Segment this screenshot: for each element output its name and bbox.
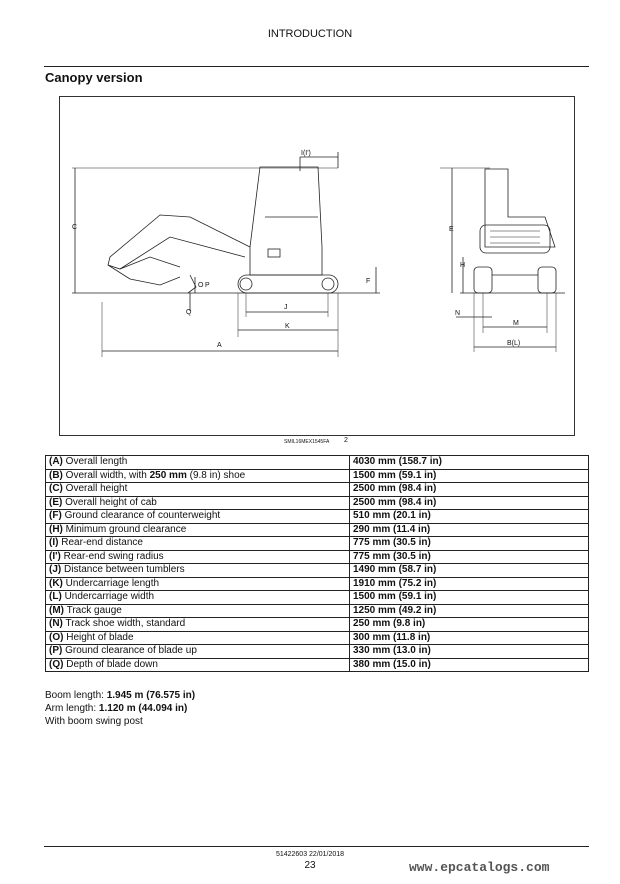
cab-frame bbox=[250, 167, 322, 275]
table-row bbox=[46, 645, 589, 659]
dimension-label: (J) Distance between tumblers bbox=[46, 564, 350, 578]
table-row bbox=[46, 483, 589, 497]
dimension-value: 250 mm (9.8 in) bbox=[350, 618, 589, 632]
dimension-label: (Q) Depth of blade down bbox=[46, 658, 350, 672]
label-H: H bbox=[460, 262, 466, 269]
dimension-value: 2500 mm (98.4 in) bbox=[350, 496, 589, 510]
dimension-label: (B) Overall width, with 250 mm (9.8 in) shoe bbox=[46, 469, 350, 483]
table-row bbox=[46, 456, 589, 470]
dimension-value: 4030 mm (158.7 in) bbox=[350, 456, 589, 470]
dimension-label: (M) Track gauge bbox=[46, 604, 350, 618]
watermark: www.epcatalogs.com bbox=[409, 860, 550, 875]
table-row bbox=[46, 523, 589, 537]
table-row bbox=[46, 510, 589, 524]
arm bbox=[108, 265, 180, 285]
dimension-label: (E) Overall height of cab bbox=[46, 496, 350, 510]
table-row bbox=[46, 618, 589, 632]
label-A: A bbox=[217, 342, 222, 349]
header-rule bbox=[44, 66, 589, 67]
dimension-value: 380 mm (15.0 in) bbox=[350, 658, 589, 672]
dimension-label: (P) Ground clearance of blade up bbox=[46, 645, 350, 659]
track-side bbox=[238, 275, 338, 293]
dimension-label: (I) Rear-end distance bbox=[46, 537, 350, 551]
dimension-value: 290 mm (11.4 in) bbox=[350, 523, 589, 537]
dimension-value: 1250 mm (49.2 in) bbox=[350, 604, 589, 618]
label-F: F bbox=[366, 278, 371, 285]
table-row bbox=[46, 604, 589, 618]
spec-notes bbox=[45, 689, 195, 728]
label-N: N bbox=[455, 310, 461, 317]
dimension-value: 775 mm (30.5 in) bbox=[350, 537, 589, 551]
dimension-value: 1500 mm (59.1 in) bbox=[350, 469, 589, 483]
section-title: Canopy version bbox=[45, 70, 143, 85]
dimension-figure bbox=[59, 96, 575, 436]
footer-document-code: 51422603 22/01/2018 bbox=[275, 851, 345, 858]
dimension-value: 300 mm (11.8 in) bbox=[350, 631, 589, 645]
label-BL: B(L) bbox=[507, 340, 521, 347]
dimension-label: (I') Rear-end swing radius bbox=[46, 550, 350, 564]
label-E: E bbox=[449, 226, 454, 233]
swing-post-note: With boom swing post bbox=[45, 716, 143, 727]
figure-number: 2 bbox=[344, 437, 348, 444]
table-row bbox=[46, 564, 589, 578]
dimension-label: (C) Overall height bbox=[46, 483, 350, 497]
table-row bbox=[46, 577, 589, 591]
dimension-value: 1490 mm (58.7 in) bbox=[350, 564, 589, 578]
table-row bbox=[46, 591, 589, 605]
table-row bbox=[46, 631, 589, 645]
dimension-label: (F) Ground clearance of counterweight bbox=[46, 510, 350, 524]
label-C: C bbox=[72, 224, 78, 231]
label-M: M bbox=[513, 320, 519, 327]
label-I: I(I') bbox=[301, 150, 311, 157]
dimension-value: 1500 mm (59.1 in) bbox=[350, 591, 589, 605]
label-P: P bbox=[205, 282, 210, 289]
arm-length-note: Arm length: 1.120 m (44.094 in) bbox=[45, 703, 188, 714]
dimension-label: (N) Track shoe width, standard bbox=[46, 618, 350, 632]
label-J: J bbox=[284, 304, 288, 311]
table-row bbox=[46, 537, 589, 551]
dimension-label: (K) Undercarriage length bbox=[46, 577, 350, 591]
figure-caption: SMIL16MEX1545FA bbox=[284, 439, 330, 445]
table-row bbox=[46, 496, 589, 510]
label-Q: Q bbox=[186, 309, 192, 316]
excavator-drawing bbox=[60, 97, 576, 437]
footer-rule bbox=[44, 846, 589, 847]
dimensions-table bbox=[45, 455, 589, 672]
front-cab bbox=[485, 169, 555, 247]
table-row bbox=[46, 550, 589, 564]
boom bbox=[108, 215, 250, 269]
dimension-label: (H) Minimum ground clearance bbox=[46, 523, 350, 537]
dimension-label: (L) Undercarriage width bbox=[46, 591, 350, 605]
dimension-value: 2500 mm (98.4 in) bbox=[350, 483, 589, 497]
dimension-label: (A) Overall length bbox=[46, 456, 350, 470]
dimension-value: 330 mm (13.0 in) bbox=[350, 645, 589, 659]
dimension-value: 775 mm (30.5 in) bbox=[350, 550, 589, 564]
table-row bbox=[46, 658, 589, 672]
front-track-left bbox=[474, 267, 492, 293]
label-O: O bbox=[198, 282, 204, 289]
page-number: 23 bbox=[304, 860, 316, 871]
label-K: K bbox=[285, 323, 290, 330]
boom-length-note: Boom length: 1.945 m (76.575 in) bbox=[45, 690, 196, 701]
front-track-right bbox=[538, 267, 556, 293]
dimension-value: 1910 mm (75.2 in) bbox=[350, 577, 589, 591]
table-row bbox=[46, 469, 589, 483]
page-header-title: INTRODUCTION bbox=[267, 28, 353, 40]
dimension-value: 510 mm (20.1 in) bbox=[350, 510, 589, 524]
dimension-label: (O) Height of blade bbox=[46, 631, 350, 645]
